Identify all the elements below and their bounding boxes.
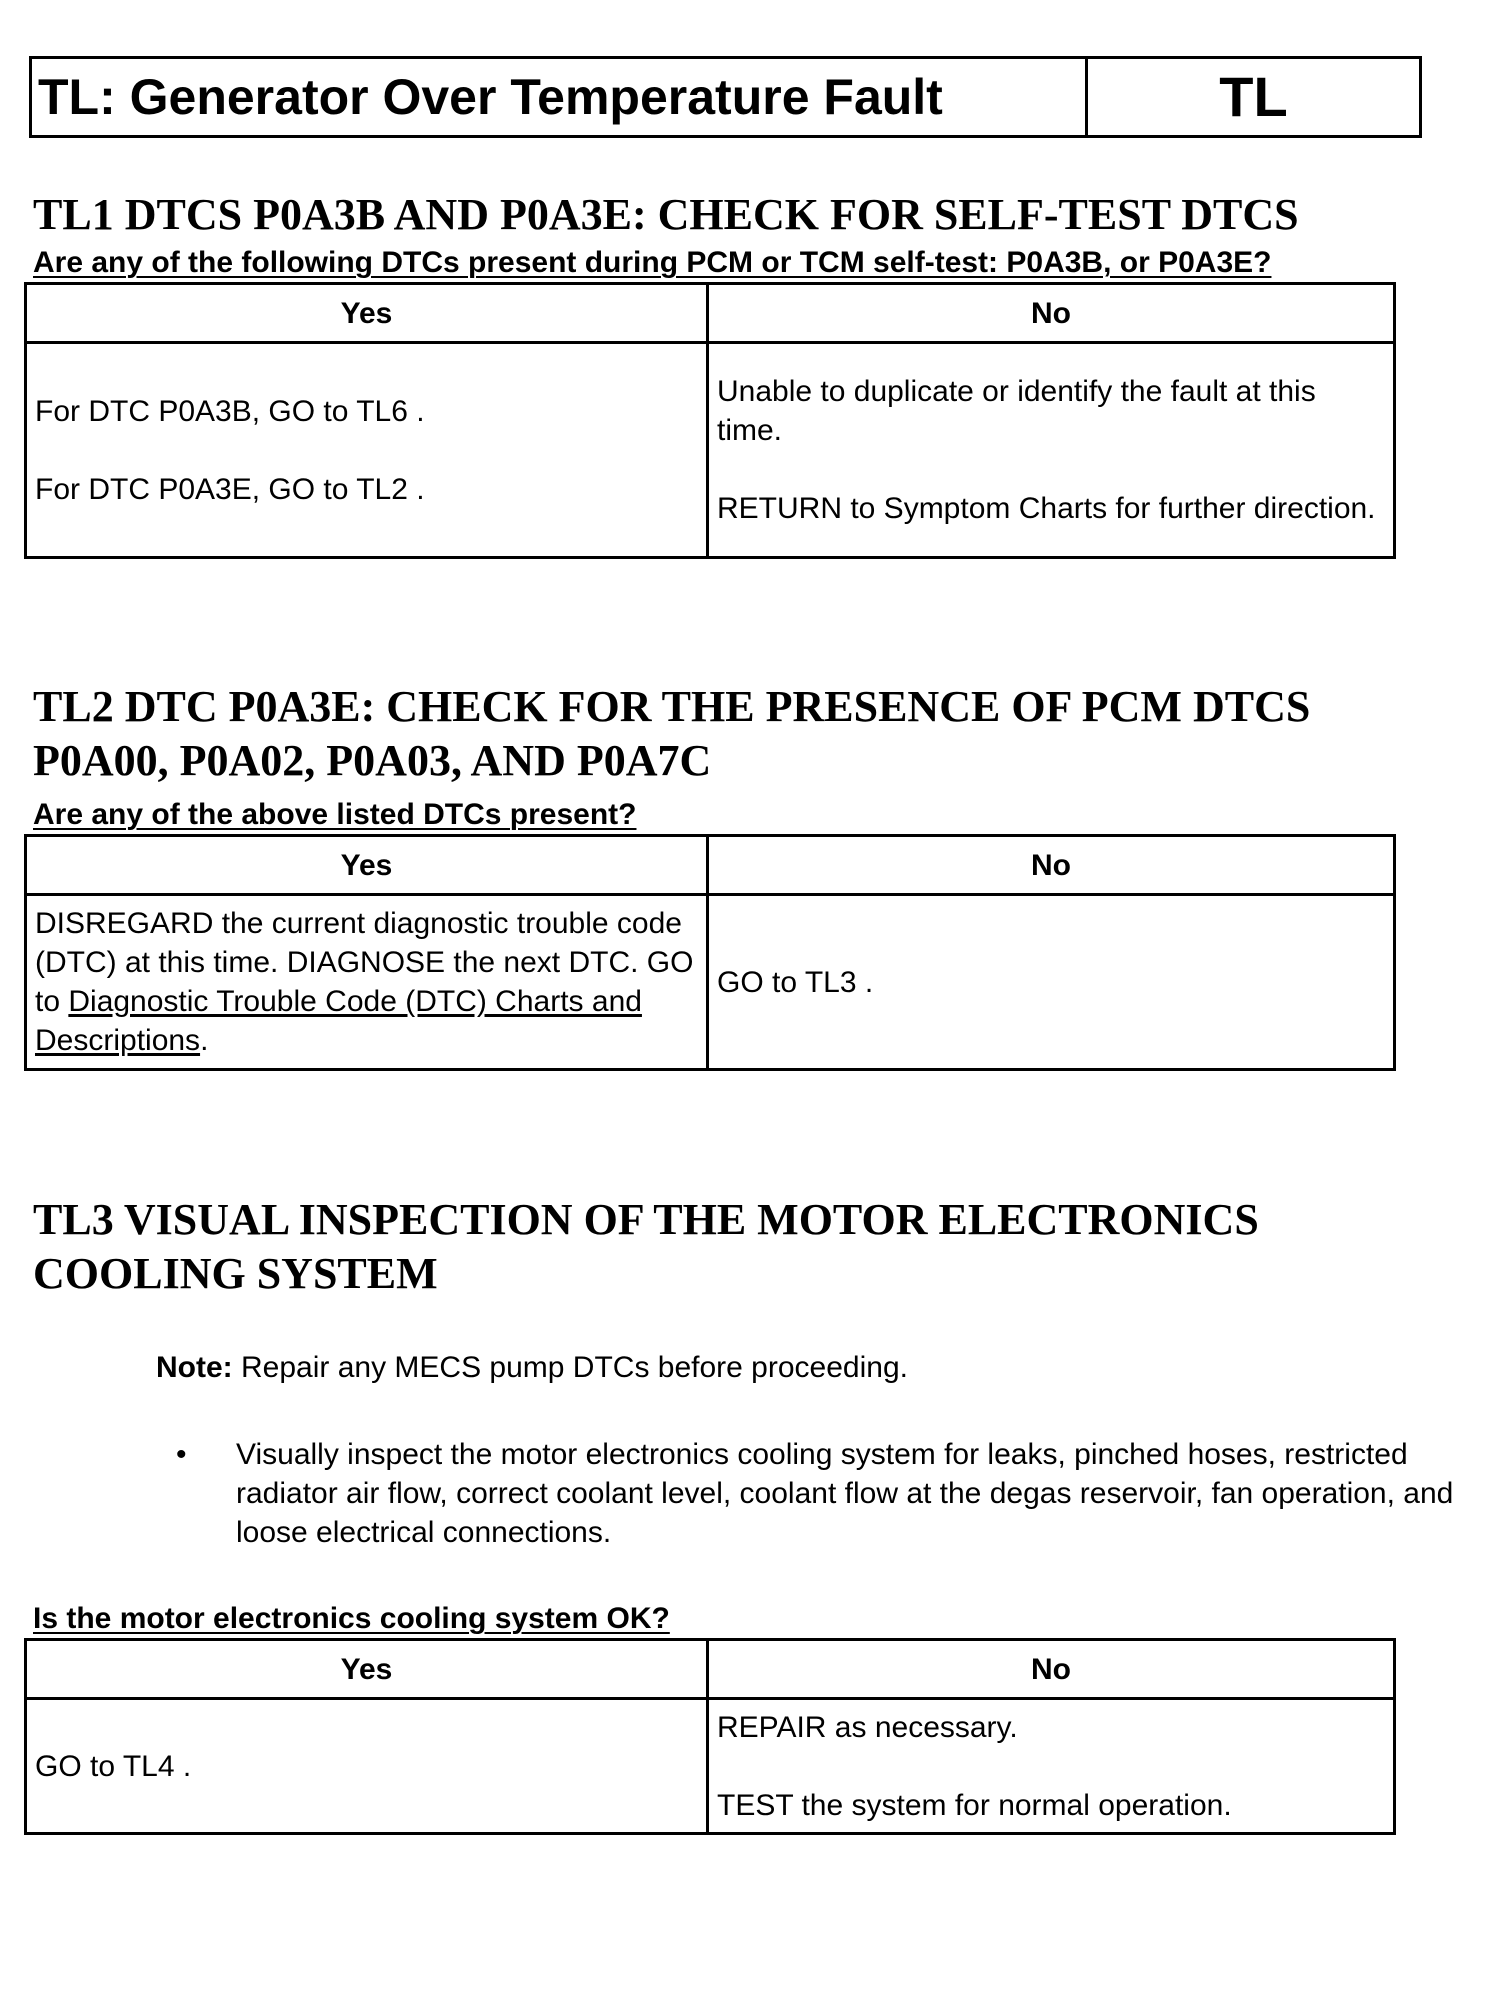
- table-row: [26, 1699, 1395, 1834]
- header-box: [29, 56, 1422, 138]
- tl1-table: [24, 282, 1396, 559]
- yes-header: Yes: [26, 284, 708, 343]
- table-header-row: [26, 1640, 1395, 1699]
- yes-cell: GO to TL4 .: [26, 1699, 708, 1834]
- yes-cell: [26, 895, 708, 1070]
- no-line: RETURN to Symptom Charts for further direction.: [717, 492, 1376, 525]
- section-code: TL: [1219, 65, 1288, 128]
- yes-line: For DTC P0A3E, GO to TL2 .: [35, 472, 425, 506]
- yes-header: Yes: [26, 836, 708, 895]
- tl1-question: Are any of the following DTCs present during PCM or TCM self-test: P0A3B, or P0A3E?: [33, 246, 1272, 279]
- tl3-table: [24, 1638, 1396, 1835]
- tl2-question: Are any of the above listed DTCs present?: [33, 798, 637, 831]
- table-header-row: [26, 284, 1395, 343]
- yes-line: For DTC P0A3B, GO to TL6 .: [35, 394, 425, 428]
- no-header: No: [708, 836, 1395, 895]
- document-title: TL: Generator Over Temperature Fault: [32, 59, 1088, 135]
- tl2-title-line1: TL2 DTC P0A3E: CHECK FOR THE PRESENCE OF PCM DTCS: [33, 682, 1311, 731]
- tl3-question: Is the motor electronics cooling system OK?: [33, 1602, 670, 1635]
- bullet-item: [176, 1435, 1496, 1552]
- tl3-title-line2: COOLING SYSTEM: [33, 1249, 438, 1298]
- yes-text: DISREGARD the current diagnostic trouble code (DTC) at this time. DIAGNOSE the next DTC. GO to: [35, 907, 694, 1018]
- no-header: No: [708, 1640, 1395, 1699]
- note: [156, 1350, 908, 1386]
- no-cell: GO to TL3 .: [708, 895, 1395, 1070]
- dtc-charts-link[interactable]: Diagnostic Trouble Code (DTC) Charts and Descriptions: [35, 985, 642, 1057]
- no-cell: [708, 1699, 1395, 1834]
- no-line: TEST the system for normal operation.: [717, 1788, 1232, 1822]
- table-row: [26, 343, 1395, 558]
- note-label: Note:: [156, 1351, 233, 1384]
- table-row: [26, 895, 1395, 1070]
- no-cell: [708, 343, 1395, 558]
- bullet-icon: •: [176, 1438, 187, 1471]
- tl1-title: TL1 DTCS P0A3B AND P0A3E: CHECK FOR SELF-TEST DTCS: [33, 190, 1299, 239]
- yes-text-end: .: [200, 1024, 209, 1057]
- tl3-title-line1: TL3 VISUAL INSPECTION OF THE MOTOR ELECTRONICS: [33, 1195, 1259, 1244]
- note-text: Repair any MECS pump DTCs before proceeding.: [232, 1351, 908, 1384]
- no-line: REPAIR as necessary.: [717, 1710, 1018, 1744]
- tl2-title-line2: P0A00, P0A02, P0A03, AND P0A7C: [33, 736, 712, 785]
- no-line: Unable to duplicate or identify the fault at this time.: [717, 375, 1316, 447]
- yes-header: Yes: [26, 1640, 708, 1699]
- table-header-row: [26, 836, 1395, 895]
- no-header: No: [708, 284, 1395, 343]
- tl2-table: [24, 834, 1396, 1071]
- bullet-text: Visually inspect the motor electronics cooling system for leaks, pinched hoses, restricted radiator air flow, correct coolant level, coolant flow at the degas reservoir, fan operation, and loose electrical connections.: [236, 1438, 1454, 1549]
- yes-cell: [26, 343, 708, 558]
